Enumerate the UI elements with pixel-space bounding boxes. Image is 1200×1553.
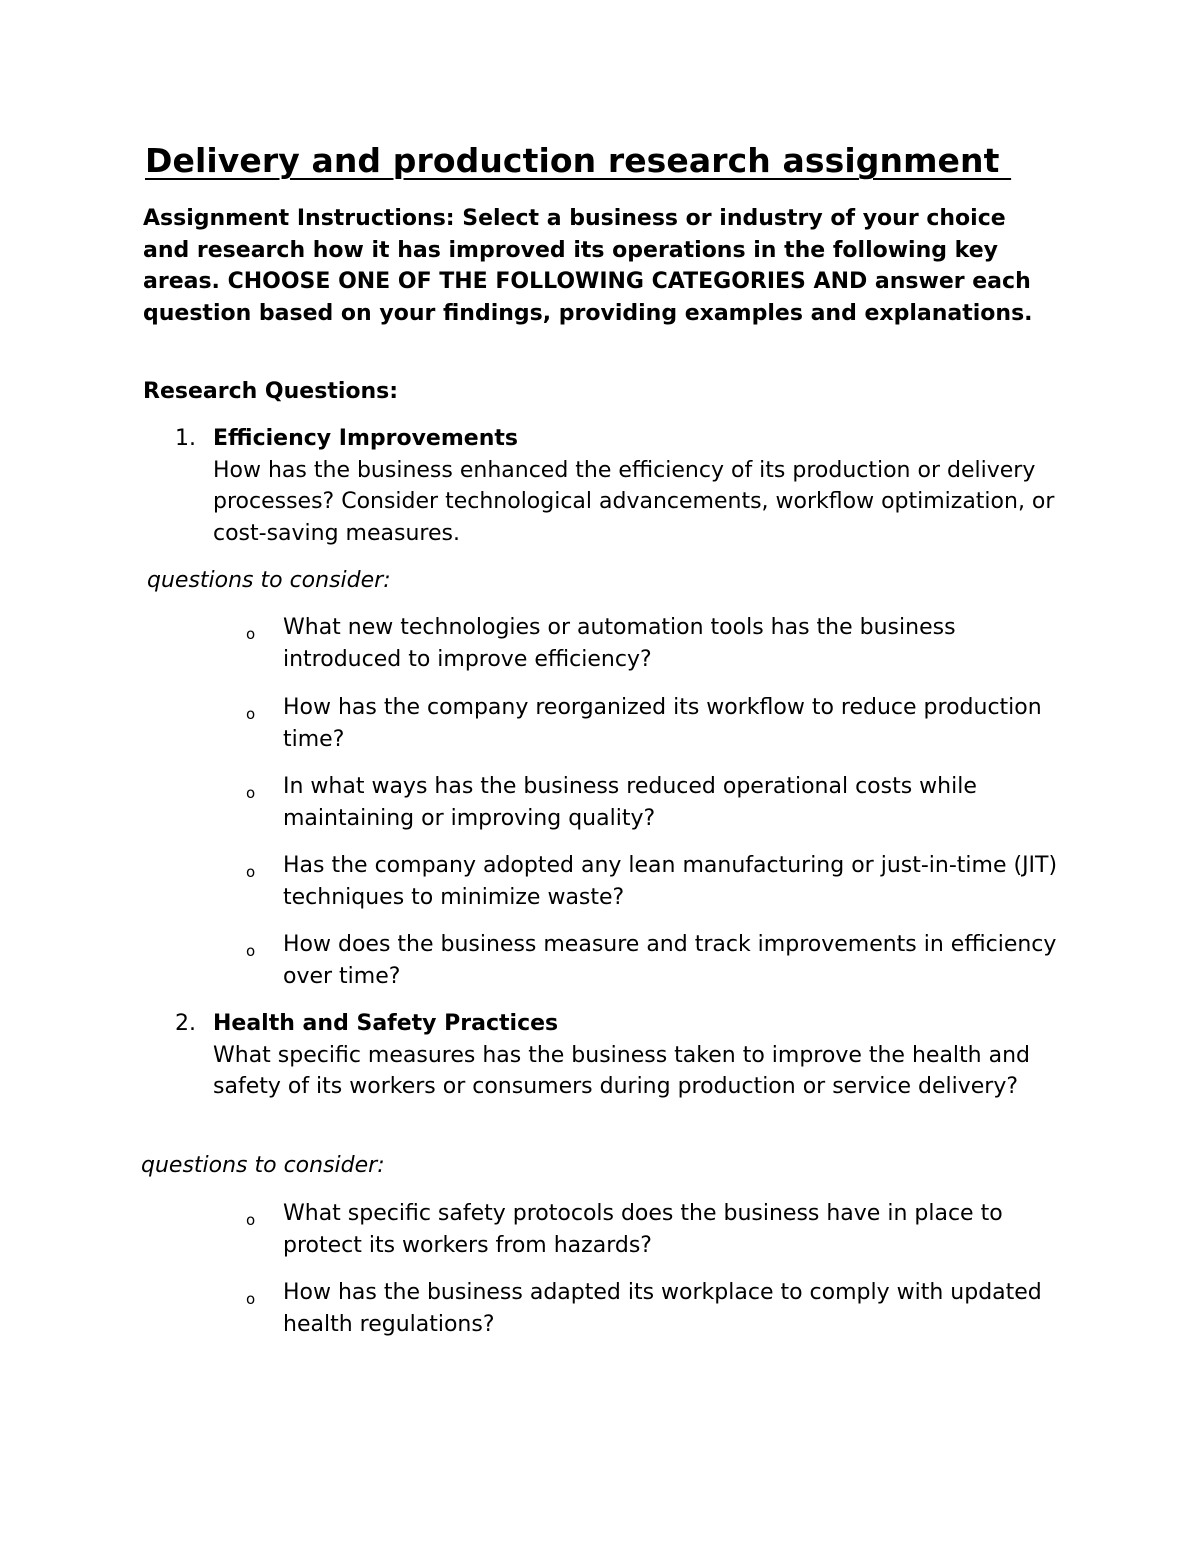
question-text: In what ways has the business reduced operational costs while maintaining or improving quality? bbox=[283, 774, 977, 831]
research-questions-heading: Research Questions: bbox=[143, 379, 399, 404]
question-text: Has the company adopted any lean manufacturing or just-in-time (JIT) techniques to minimize waste? bbox=[283, 853, 1058, 910]
category-number: 1. bbox=[175, 426, 196, 451]
bullet-icon: o bbox=[246, 705, 256, 723]
bullet-icon: o bbox=[246, 1290, 256, 1308]
question-text: How has the company reorganized its workflow to reduce production time? bbox=[283, 695, 1042, 752]
question-text: What new technologies or automation tools has the business introduced to improve efficiency? bbox=[283, 615, 956, 672]
assignment-instructions: Assignment Instructions: Select a business or industry of your choice and research how it has improved its operations in the following key areas. CHOOSE ONE OF THE FOLLOWING CATEGORIES AND answer each question based on your findings, providing examples and explanations. bbox=[143, 206, 1033, 326]
category-description: What specific measures has the business taken to improve the health and safety of its workers or consumers during production or service delivery? bbox=[213, 1042, 1030, 1099]
category-title: Efficiency Improvements bbox=[213, 426, 518, 451]
questions-to-consider-label: questions to consider: bbox=[147, 568, 391, 593]
bullet-icon: o bbox=[246, 942, 256, 960]
questions-to-consider-label: questions to consider: bbox=[141, 1153, 385, 1178]
bullet-icon: o bbox=[246, 863, 256, 881]
question-text: How does the business measure and track improvements in efficiency over time? bbox=[283, 932, 1057, 989]
category-number: 2. bbox=[175, 1011, 196, 1036]
category-title: Health and Safety Practices bbox=[213, 1011, 559, 1036]
bullet-icon: o bbox=[246, 784, 256, 802]
question-text: What specific safety protocols does the business have in place to protect its workers from hazards? bbox=[283, 1201, 1003, 1258]
category-description: How has the business enhanced the efficiency of its production or delivery processes? Consider technological advancements, workflow optimization, or cost-saving measures. bbox=[213, 457, 1055, 546]
bullet-icon: o bbox=[246, 1211, 256, 1229]
question-text: How has the business adapted its workplace to comply with updated health regulations? bbox=[283, 1280, 1042, 1337]
document-title: Delivery and production research assignment bbox=[145, 141, 1012, 180]
bullet-icon: o bbox=[246, 625, 256, 643]
